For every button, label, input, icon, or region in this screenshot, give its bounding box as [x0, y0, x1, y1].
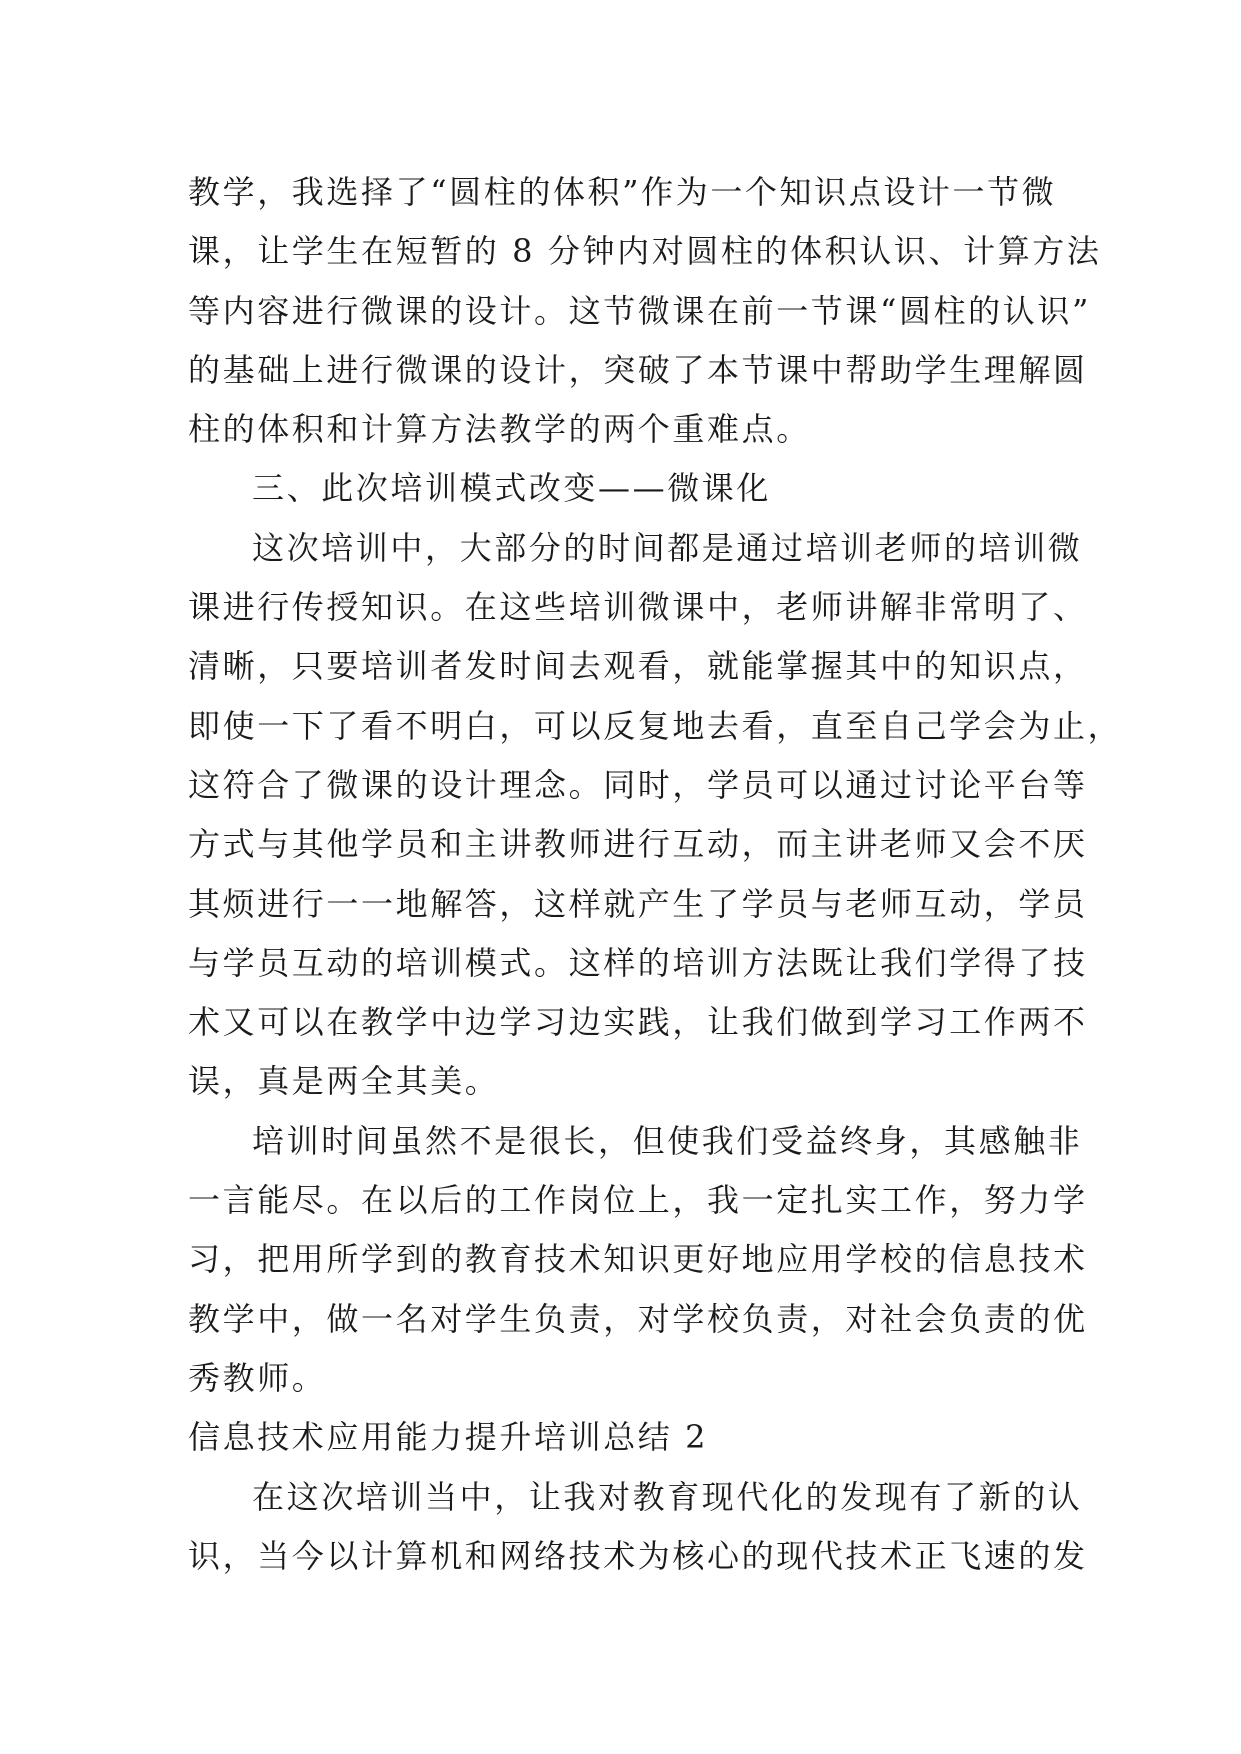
text-line: 其烦进行一一地解答，这样就产生了学员与老师互动，学员 — [188, 884, 1088, 923]
text-line: 识，当今以计算机和网络技术为核心的现代技术正飞速的发 — [188, 1536, 1088, 1575]
text-line: 方式与其他学员和主讲教师进行互动，而主讲老师又会不厌 — [188, 825, 1088, 864]
text-line: 的基础上进行微课的设计，突破了本节课中帮助学生理解圆 — [188, 350, 1088, 389]
text-line: 清晰，只要培训者发时间去观看，就能掌握其中的知识点， — [188, 647, 1088, 686]
text-line: 秀教师。 — [188, 1358, 327, 1397]
text-line: 这次培训中，大部分的时间都是通过培训老师的培训微 — [252, 528, 1083, 567]
text-line: 与学员互动的培训模式。这样的培训方法既让我们学得了技 — [188, 943, 1088, 982]
text-line: 术又可以在教学中边学习边实践，让我们做到学习工作两不 — [188, 1003, 1088, 1042]
document-body — [188, 163, 1123, 1586]
text-line: 等内容进行微课的设计。这节微课在前一节课“圆柱的认识” — [188, 291, 1091, 330]
text-line: 习，把用所学到的教育技术知识更好地应用学校的信息技术 — [188, 1240, 1088, 1279]
text-line: 这符合了微课的设计理念。同时，学员可以通过讨论平台等 — [188, 765, 1088, 804]
text-line: 课，让学生在短暂的 8 分钟内对圆柱的体积认识、计算方法 — [188, 232, 1102, 271]
text-line: 教学中，做一名对学生负责，对学校负责，对社会负责的优 — [188, 1299, 1088, 1338]
text-line: 柱的体积和计算方法教学的两个重难点。 — [188, 410, 811, 449]
section-heading: 三、此次培训模式改变——微课化 — [252, 469, 772, 508]
text-line: 一言能尽。在以后的工作岗位上，我一定扎实工作，努力学 — [188, 1181, 1088, 1220]
text-line: 在这次培训当中，让我对教育现代化的发现有了新的认 — [252, 1477, 1083, 1516]
document-title: 信息技术应用能力提升培训总结 2 — [188, 1418, 709, 1457]
text-line: 培训时间虽然不是很长，但使我们受益终身，其感触非 — [252, 1121, 1083, 1160]
text-line: 即使一下了看不明白，可以反复地去看，直至自己学会为止， — [188, 706, 1123, 745]
text-line: 误，真是两全其美。 — [188, 1062, 500, 1101]
text-line: 课进行传授知识。在这些培训微课中，老师讲解非常明了、 — [188, 588, 1088, 627]
text-line: 教学，我选择了“圆柱的体积”作为一个知识点设计一节微 — [188, 173, 1057, 211]
